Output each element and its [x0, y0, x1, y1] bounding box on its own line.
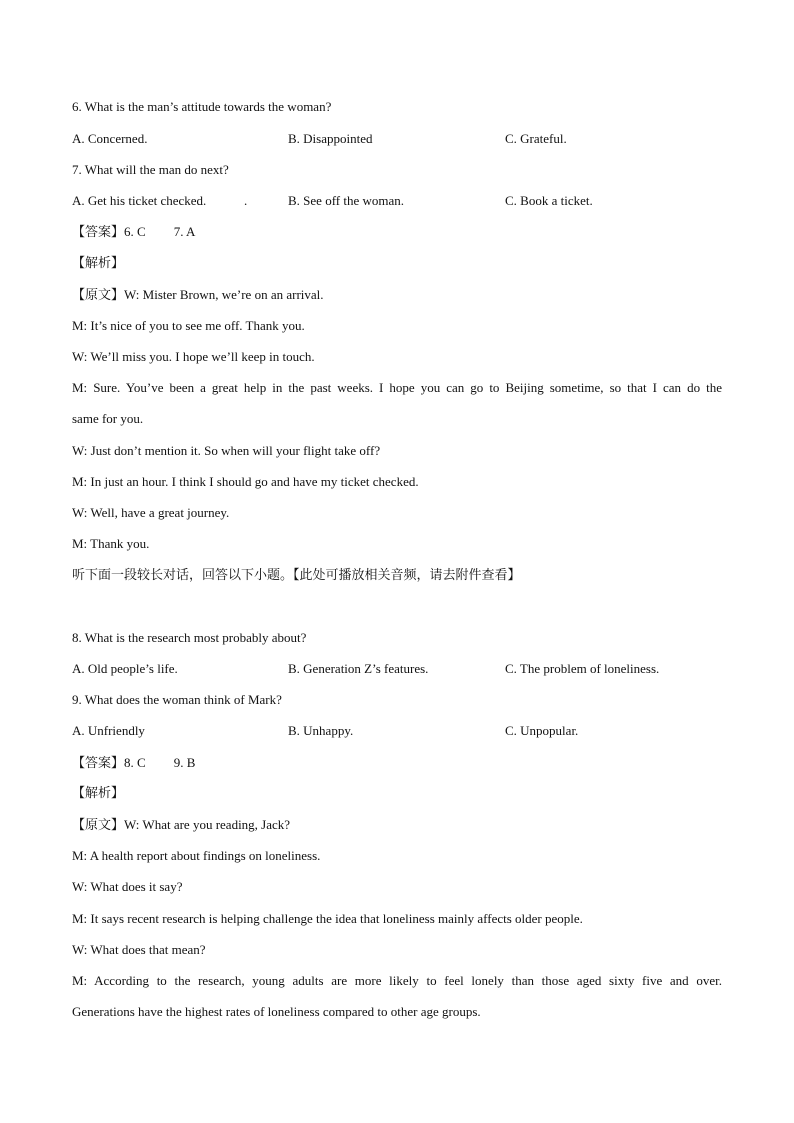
dialogue-1-line-4: same for you. [72, 411, 144, 426]
answer-8: 8. C [124, 755, 146, 770]
answer-9: 9. B [173, 755, 196, 770]
dialogue-1-line-8: M: Thank you. [72, 536, 150, 551]
dialogue-1-line-3: M: Sure. You’ve been a great help in the past weeks. I hope you can go to Beijing sometime, so that I can do the [72, 380, 722, 395]
q6-option-a: A. Concerned. [72, 131, 148, 146]
dialogue-1-line-0: 【原文】W: Mister Brown, we’re on an arrival. [72, 287, 324, 303]
q6-option-b: B. Disappointed [288, 131, 373, 146]
q9-option-a: A. Unfriendly [72, 723, 145, 738]
q9-option-c: C. Unpopular. [505, 723, 579, 738]
question-9: 9. What does the woman think of Mark? [72, 692, 282, 707]
question-8: 8. What is the research most probably about? [72, 630, 307, 645]
answer-tag: 【答案】 [72, 225, 125, 240]
original-tag: 【原文】 [72, 288, 125, 303]
dialogue-2-line-3: M: It says recent research is helping challenge the idea that loneliness mainly affects older people. [72, 911, 583, 926]
original-tag: 【原文】 [72, 818, 125, 833]
answer-7: 7. A [173, 224, 196, 239]
question-6: 6. What is the man’s attitude towards the woman? [72, 99, 332, 114]
analysis-tag-2: 【解析】 [72, 786, 125, 801]
q7-option-c: C. Book a ticket. [505, 193, 593, 208]
q8-option-a: A. Old people’s life. [72, 661, 178, 676]
q8-option-b: B. Generation Z’s features. [288, 661, 429, 676]
dialogue-1-line-7: W: Well, have a great journey. [72, 505, 230, 520]
question-7: 7. What will the man do next? [72, 162, 229, 177]
answer-tag: 【答案】 [72, 756, 125, 771]
q9-option-b: B. Unhappy. [288, 723, 354, 738]
dialogue-1-line-6: M: In just an hour. I think I should go and have my ticket checked. [72, 474, 419, 489]
dialogue-2-line-4: W: What does that mean? [72, 942, 206, 957]
q7-option-b: B. See off the woman. [288, 193, 405, 208]
q7-option-a: A. Get his ticket checked. [72, 193, 207, 208]
answer-6: 6. C [124, 224, 146, 239]
dialogue-2-line-0: 【原文】W: What are you reading, Jack? [72, 817, 291, 833]
answer-line-1 [72, 223, 195, 242]
q6-option-c: C. Grateful. [505, 131, 567, 146]
dialogue-1-line-5: W: Just don’t mention it. So when will your flight take off? [72, 443, 381, 458]
dialogue-2-line-6: Generations have the highest rates of loneliness compared to other age groups. [72, 1004, 481, 1019]
dialogue-2-line-1: M: A health report about findings on loneliness. [72, 848, 321, 863]
q7-stray-dot: . [244, 193, 248, 208]
dialogue-1-line-1: M: It’s nice of you to see me off. Thank you. [72, 318, 305, 333]
listening-instruction: 听下面一段较长对话，回答以下小题。【此处可播放相关音频，请去附件查看】 [72, 568, 521, 583]
dialogue-2-line-5: M: According to the research, young adults are more likely to feel lonely than those aged sixty five and over. [72, 973, 722, 988]
dialogue-1-line-2: W: We’ll miss you. I hope we’ll keep in touch. [72, 349, 315, 364]
q8-option-c: C. The problem of loneliness. [505, 661, 660, 676]
dialogue-2-line-2: W: What does it say? [72, 879, 183, 894]
analysis-tag-1: 【解析】 [72, 256, 125, 271]
answer-line-2 [72, 754, 195, 773]
